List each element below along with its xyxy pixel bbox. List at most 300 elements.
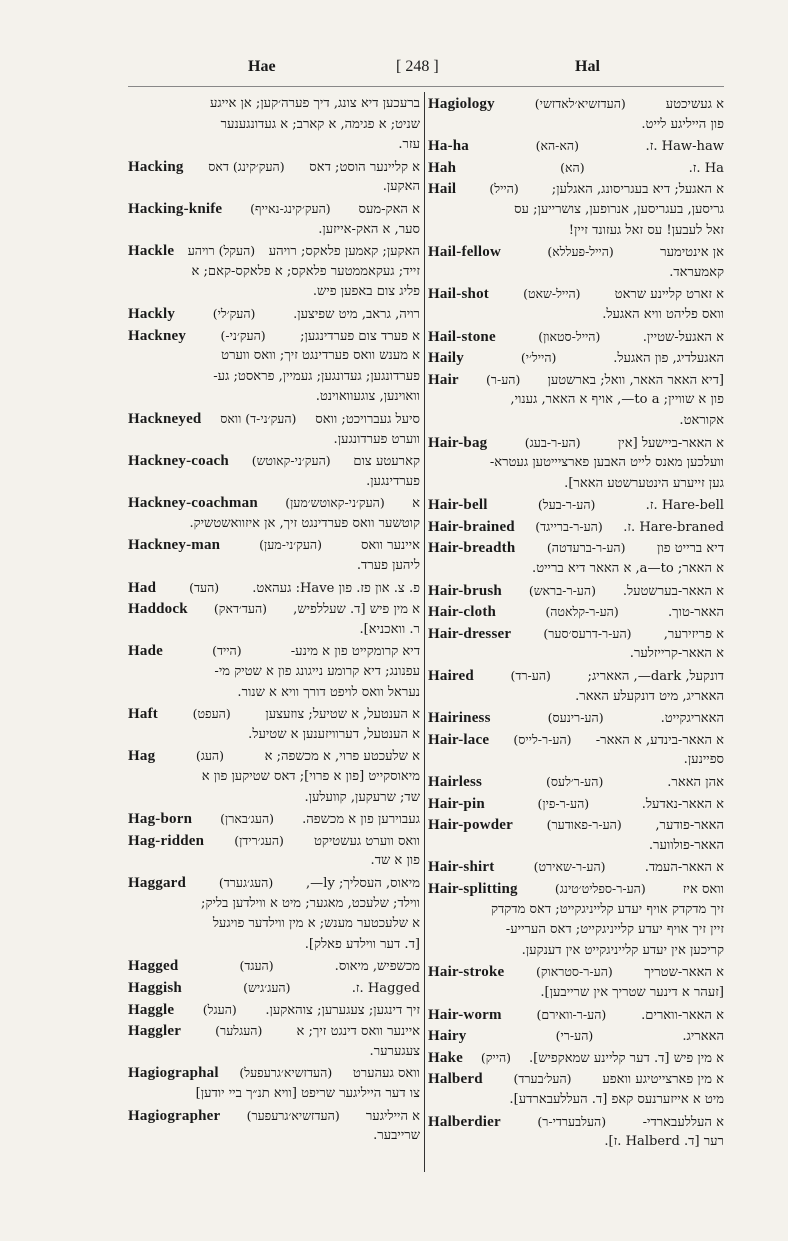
definition-line: האקען; קאמען פלאקס; רויהע: [268, 244, 420, 260]
dictionary-entry: [128, 873, 420, 955]
headword: Hagged: [128, 958, 179, 975]
dictionary-entry: [128, 304, 420, 325]
headword: Hair-cloth: [428, 604, 497, 621]
definition-line: א פערד צום פערדינגען;: [300, 328, 420, 344]
headword: Hagiographer: [128, 1107, 221, 1124]
headword: Hair-powder: [428, 817, 513, 834]
definition-line: ר. וואכניא].: [359, 621, 420, 637]
pronunciation: (העק׳קינג) דאס: [208, 158, 285, 174]
definition-line: א האאר-בינדע, א האאר-: [595, 732, 724, 748]
definition-line: א שלעכטע פרוי, א מכשפה; א: [264, 749, 420, 765]
running-head-right: Hal: [575, 58, 600, 75]
headword: Haired: [428, 668, 474, 685]
entry-first-line: [428, 879, 724, 900]
dictionary-entry: [128, 809, 420, 830]
pronunciation: (העפט): [192, 706, 231, 722]
headword: Had: [128, 579, 157, 596]
dictionary-entry: [128, 493, 420, 534]
definition-line: א האאר-העמד.: [644, 860, 724, 876]
definition-line: רויה, גראב, מיט שפיצען.: [293, 306, 420, 322]
column-divider: [424, 92, 425, 1172]
entry-first-line: [128, 94, 420, 115]
definition-line: א האאר-שטריך: [644, 965, 724, 981]
pronunciation: (הע-ר-ברעדטה): [546, 540, 626, 556]
definition-line: א הענטעל, דערוויזענען א שטיעל.: [248, 726, 420, 742]
entry-first-line: [428, 1112, 724, 1133]
entry-first-line: [428, 1048, 724, 1069]
definition-line: זיין זיך אויף יעדע קלייניגקייט; דאס הערייע-: [505, 922, 724, 938]
dictionary-entry: [428, 1026, 724, 1047]
definition-line: געבוירען פון א מכשפה.: [302, 812, 420, 828]
entry-first-line: [128, 704, 420, 725]
entry-first-line: [428, 284, 724, 305]
pronunciation: (העדזשיא׳גרעפער): [246, 1107, 340, 1123]
definition-line: גריסען, בעגריסען, אנרופען, צושרייען; עס: [514, 201, 724, 217]
definition-line: עפנונג; דיא קרומע נייגונג פון א שטיק מי-: [214, 664, 420, 680]
dictionary-entry: [128, 326, 420, 408]
pronunciation: (הייד): [212, 643, 242, 659]
dictionary-entry: [128, 157, 420, 198]
entry-first-line: [128, 1000, 420, 1021]
dictionary-entry: [428, 517, 724, 538]
entry-first-line: [428, 624, 724, 645]
pronunciation: (הע-רינעס): [547, 710, 604, 726]
dictionary-entry: [428, 433, 724, 495]
definition-line: ליהען פערד.: [356, 558, 420, 574]
dictionary-entry: [428, 1005, 724, 1026]
headword: Hairiness: [428, 710, 491, 727]
headword: Hackney-coachman: [128, 495, 258, 512]
definition-line: נעראל וואס לויפט דורך וויא א שנור.: [237, 684, 420, 700]
headword: Hag-ridden: [128, 832, 205, 849]
pronunciation: (העגלער): [215, 1023, 263, 1039]
headword: Hagiographal: [128, 1065, 219, 1082]
entry-first-line: [428, 962, 724, 983]
headword: Hair-lace: [428, 731, 490, 748]
dictionary-entry: [128, 409, 420, 450]
definition-line: אן אינטימער: [660, 245, 724, 261]
definition-line: א פריזירער,: [663, 626, 724, 642]
definition-line: מיאוס, העסליך; ly—,: [306, 875, 420, 891]
entry-first-line: [128, 956, 420, 977]
definition-line: מיאוסקייט [פון א פרוי]; דאס שטיקען פון א: [201, 769, 420, 784]
definition-line: פון הייליגע לייט.: [641, 116, 724, 132]
definition-line: זאל לעבען! עס זאל געזונד זיין!: [568, 222, 724, 238]
definition-line: איינער וואס דינגט זיך; א: [296, 1024, 420, 1040]
definition-line: שרייבער.: [373, 1128, 420, 1144]
definition-line: האאר-פולווער.: [648, 837, 724, 853]
headword: Hade: [128, 643, 163, 660]
entry-first-line: [128, 599, 420, 620]
pronunciation: (העק׳ני-קאוטש): [251, 453, 331, 469]
entry-first-line: [428, 1069, 724, 1090]
definition-line: קריכען אין יעדע קלייניגקייט אין דענקען.: [521, 942, 724, 958]
definition-line: וואס איז: [682, 881, 724, 897]
headword: Haddock: [128, 601, 188, 618]
headword: Hah: [428, 159, 457, 176]
entry-first-line: [128, 493, 420, 514]
headword: Hacking-knife: [128, 200, 223, 217]
pronunciation: (העגל): [202, 1001, 237, 1017]
headword: Hail-stone: [428, 328, 496, 345]
headword: Hackney-coach: [128, 453, 229, 470]
definition-line: דיא קרומקייט פון א מינע-: [290, 644, 420, 660]
dictionary-entry: [128, 199, 420, 240]
pronunciation: (הע-ר-וואירם): [536, 1006, 607, 1022]
right-column: [428, 94, 724, 1190]
headword: Haggle: [128, 1001, 175, 1018]
definition-line: אקוראט.: [679, 412, 724, 428]
definition-line: דונקעל, dark—, האאריג;: [587, 669, 724, 685]
dictionary-entry: [428, 879, 724, 961]
definition-line: [זעהר א דינער שטריך אין שרייבען].: [540, 984, 724, 1000]
dictionary-entry: [428, 1048, 724, 1069]
headword: Hag: [128, 748, 156, 765]
headword: Halberd: [428, 1071, 483, 1088]
dictionary-entry: [428, 158, 724, 179]
definition-line: קאמעראד.: [669, 264, 724, 280]
entry-first-line: [428, 708, 724, 729]
dictionary-entry: [428, 495, 724, 516]
dictionary-entry: [428, 666, 724, 707]
entry-first-line: [428, 242, 724, 263]
dictionary-entry: [128, 599, 420, 640]
dictionary-entry: [128, 956, 420, 977]
definition-line: א מין פיש [ד. שעללפיש,: [293, 602, 420, 618]
definition-line: א שלעכטער מענש; א מין ווילדער פויגעל: [212, 916, 420, 932]
dictionary-entry: [128, 746, 420, 808]
entry-first-line: [128, 831, 420, 852]
headword: Haggish: [128, 979, 182, 996]
dictionary-entry: [428, 730, 724, 771]
entry-first-line: [128, 157, 420, 178]
headword: Hair-worm: [428, 1006, 502, 1023]
page-header: [128, 58, 688, 84]
dictionary-entry: [428, 602, 724, 623]
entry-first-line: [128, 746, 420, 767]
dictionary-entry: [128, 1000, 420, 1021]
definition-line: פערדונגען; געדונגען; געמיין, פראסט; גע-: [213, 368, 420, 384]
definition-line: א האאר-בערשטעל.: [622, 583, 724, 599]
definition-line: א געשיכטע: [665, 97, 724, 112]
definition-line: א קליינער הוסט; דאס: [309, 159, 420, 175]
definition-line: מיט א אייזערנעס קאפ [ד. העללעבארדע].: [509, 1091, 724, 1107]
entry-first-line: [428, 1005, 724, 1026]
dictionary-entry: [428, 772, 724, 793]
headword: Hair-shirt: [428, 859, 495, 876]
pronunciation: (הייל׳י): [520, 350, 557, 366]
definition-line: קוטשער וואס פערדינגט זיך, אן איזוואשטשיק.: [189, 515, 420, 531]
entry-first-line: [128, 1106, 420, 1127]
definition-line: א האגעל-שטיין.: [642, 329, 724, 345]
entry-first-line: [428, 602, 724, 623]
dictionary-entry: [428, 794, 724, 815]
entry-first-line: [128, 578, 420, 599]
definition-line: פליג צום באפען פיש.: [312, 284, 420, 300]
pronunciation: (הע-ר-דרעס׳סער): [543, 625, 632, 641]
headword: Hair-breadth: [428, 540, 516, 557]
definition-line: איינער וואס: [360, 538, 420, 554]
headword: Hake: [428, 1049, 463, 1066]
definition-line: מכשפיש, מיאוס.: [334, 959, 420, 975]
entry-first-line: [128, 1021, 420, 1042]
entry-first-line: [128, 241, 420, 262]
pronunciation: (העג׳גיש): [243, 979, 291, 995]
entry-first-line: [428, 772, 724, 793]
headword: Hair-brained: [428, 518, 515, 535]
headword: Hair-stroke: [428, 964, 505, 981]
headword: Haggard: [128, 874, 187, 891]
headword: Hair-dresser: [428, 625, 512, 642]
definition-line: האגעלדיג, פון האגעל.: [613, 351, 724, 367]
pronunciation: (הע-ר-ספליט׳טינג): [554, 880, 646, 896]
definition-line: א הייליגער: [365, 1108, 420, 1124]
definition-line: א האגעל; דיא בעגריסונג, האגלען;: [551, 182, 724, 198]
dictionary-entry: [128, 451, 420, 492]
headword: Hag-born: [128, 811, 193, 828]
pronunciation: (העד׳דאק): [213, 601, 268, 617]
pronunciation: (העג׳גערד): [218, 874, 274, 890]
dictionary-entry: [128, 831, 420, 872]
entry-first-line: [128, 409, 420, 430]
running-head-left: Hae: [248, 58, 276, 75]
entry-first-line: [428, 136, 724, 157]
definition-line: א האאר-ביישעל [אין: [617, 435, 724, 451]
definition-line: Hagged .ז.: [351, 980, 420, 996]
definition-line: קארעטע צום: [353, 454, 420, 470]
pronunciation: (הע-ר-בעג): [524, 434, 581, 450]
dictionary-entry: [428, 94, 724, 135]
definition-line: שניט; א פגימה, א קארב; א געדונגענער: [220, 116, 420, 132]
entry-first-line: [428, 666, 724, 687]
entry-first-line: [428, 433, 724, 454]
pronunciation: (הע-ר-בעל): [537, 497, 596, 513]
headword: Hair: [428, 371, 459, 388]
dictionary-entry: [128, 1063, 420, 1104]
definition-line: א הענטעל, א שטיעל; צוזעצען: [265, 707, 420, 723]
pronunciation: (הייק): [480, 1049, 512, 1065]
definition-line: ווערט פערדונגען.: [333, 431, 420, 447]
pronunciation: (העדזשיא׳לאדזשי): [534, 96, 626, 111]
dictionary-entry: [428, 348, 724, 369]
entry-first-line: [428, 857, 724, 878]
dictionary-entry: [428, 1112, 724, 1153]
definition-line: סער, א האק-אייזען.: [318, 221, 420, 237]
definition-line: Hare-braned .ז.: [623, 519, 724, 535]
definition-line: וואוינען, צוגעוואוינט.: [315, 389, 420, 405]
dictionary-entry: [428, 708, 724, 729]
headword: Hacking: [128, 158, 184, 175]
pronunciation: (העק׳ני-ד) וואס: [220, 410, 297, 426]
definition-line: עזר.: [398, 137, 420, 153]
headword: Hairy: [428, 1028, 467, 1045]
entry-first-line: [428, 730, 724, 751]
definition-line: Ha .ז.: [688, 160, 724, 176]
definition-line: Haw-haw .ז.: [645, 139, 724, 155]
definition-line: וואס ווערט געשטיקט: [313, 833, 420, 849]
definition-line: [דיא האאר האאר, וואל; בארשטען: [547, 372, 724, 388]
dictionary-entry: [128, 1021, 420, 1062]
definition-line: האאר-פודער,: [655, 818, 724, 834]
left-column: [128, 94, 420, 1190]
dictionary-entry: [128, 978, 420, 999]
definition-line: האקען.: [382, 179, 420, 195]
pronunciation: (הע-ר-סטראוק): [535, 964, 613, 980]
dictionary-entry: [428, 815, 724, 856]
headword: Hackle: [128, 243, 175, 260]
pronunciation: (הע-רד): [510, 668, 551, 684]
headword: Hackney: [128, 327, 187, 344]
headword: Halberdier: [428, 1113, 501, 1130]
headword: Hair-brush: [428, 582, 502, 599]
entry-first-line: [428, 815, 724, 836]
definition-line: ספיינען.: [683, 752, 724, 768]
pronunciation: (העג׳רידן): [234, 832, 284, 848]
pronunciation: (הייל-פעללא): [547, 244, 614, 260]
definition-line: זיך מדקדק אויף יעדע קלייניגקייט; דאס מדקדק: [490, 901, 724, 917]
pronunciation: (הע-ר׳לעס): [546, 774, 604, 789]
pronunciation: (העקל) רויהע: [187, 243, 256, 259]
definition-line: דיא ברייט פון: [657, 541, 724, 557]
pronunciation: (העד): [189, 579, 220, 595]
entry-first-line: [428, 179, 724, 200]
dictionary-entry: [428, 327, 724, 348]
dictionary-entry: [428, 1069, 724, 1110]
entry-first-line: [128, 199, 420, 220]
dictionary-entry: [128, 578, 420, 599]
page-number: [ 248 ]: [396, 58, 439, 75]
dictionary-entry: [428, 136, 724, 157]
pronunciation: (העלבערדי-ר): [537, 1113, 607, 1129]
dictionary-entry: [428, 624, 724, 665]
entry-first-line: [428, 158, 724, 179]
entry-first-line: [428, 370, 724, 391]
pronunciation: (הע-ר-פין): [537, 795, 590, 811]
headword: Ha-ha: [428, 138, 470, 155]
pronunciation: (הע-ר-לייס): [513, 731, 572, 747]
definition-line: פון א שד.: [370, 853, 420, 869]
headword: Hail-shot: [428, 286, 489, 303]
pronunciation: (העק׳ני-קאוטש׳מען): [285, 495, 385, 511]
dictionary-entry: [128, 1106, 420, 1147]
pronunciation: (העק׳לי): [212, 305, 256, 321]
definition-line: ברעכען דיא צונג, דיך פערה׳קען; אן אייגע: [209, 96, 420, 111]
definition-line: האאריגקייט.: [660, 711, 724, 727]
headword: Hairless: [428, 774, 483, 790]
dictionary-entry: [128, 94, 420, 156]
headword: Haft: [128, 706, 158, 723]
pronunciation: (הע-ר-שאירט): [533, 859, 606, 875]
definition-line: צעגערער.: [369, 1043, 420, 1059]
definition-line: וועלכען מאנס לייט האבען פארציייטען געטרא-: [489, 455, 724, 471]
headword: Hackney-man: [128, 537, 221, 554]
pronunciation: (הא-הא): [535, 138, 579, 154]
pronunciation: (העק׳ני-): [220, 327, 266, 343]
entry-first-line: [128, 326, 420, 347]
dictionary-entry: [428, 857, 724, 878]
definition-line: פ. צ. און פז. פון Have: געהאט.: [252, 580, 420, 596]
entry-first-line: [128, 1063, 420, 1084]
dictionary-entry: [428, 370, 724, 432]
definition-line: א זארט קליינע שראט: [614, 287, 724, 303]
pronunciation: (העדזשיא׳גרעפעל): [239, 1065, 333, 1081]
headword: Hackneyed: [128, 410, 202, 427]
definition-line: ווילד; שלעכט, מאגער; מיט א ווילדען בליק;: [201, 895, 420, 911]
headword: Hair-pin: [428, 795, 485, 812]
entry-first-line: [128, 978, 420, 999]
entry-first-line: [128, 809, 420, 830]
entry-first-line: [428, 327, 724, 348]
definition-line: צו דער הייליגער שריפט [וויא תנ״ך ביי יודען]: [195, 1085, 420, 1101]
definition-line: רער [ד. Halberd .ז].: [604, 1134, 724, 1150]
entry-first-line: [428, 517, 724, 538]
entry-first-line: [128, 304, 420, 325]
dictionary-entry: [128, 241, 420, 303]
headword: Hail-fellow: [428, 244, 502, 261]
definition-line: סיעל געברויכט; וואס: [315, 411, 420, 427]
entry-first-line: [428, 348, 724, 369]
definition-line: א האאר-ווארים.: [641, 1007, 724, 1023]
dictionary-entry: [428, 962, 724, 1003]
definition-line: וואס געהערט: [352, 1066, 420, 1082]
pronunciation: (הע-ר-ברייגד): [535, 518, 603, 534]
headword: Haily: [428, 350, 465, 367]
definition-line: א מין פיש [ד. דער קליינע שמאקפיש].: [528, 1050, 724, 1066]
pronunciation: (הע-ר-פאודער): [546, 817, 622, 833]
pronunciation: (העק׳ני-מען): [259, 537, 323, 553]
definition-line: פערדינגען.: [366, 473, 420, 489]
definition-line: Hare-bell .ז.: [645, 498, 724, 514]
definition-line: א האאר-נאדעל.: [641, 796, 724, 812]
headword: Hagiology: [428, 96, 495, 112]
entry-first-line: [428, 581, 724, 602]
pronunciation: (הייל-שאט): [523, 286, 581, 302]
definition-line: א האק-מעס: [358, 201, 420, 217]
dictionary-entry: [428, 242, 724, 283]
pronunciation: (העג׳בארן): [220, 811, 275, 827]
definition-line: א מענש וואס פערדינגט זיך; וואס ווערט: [221, 348, 420, 364]
definition-line: האאריג, מיט דונקעלע האאר.: [575, 688, 724, 704]
dictionary-entry: [128, 641, 420, 703]
headword: Hail: [428, 181, 457, 198]
pronunciation: (הייל-סטאון): [538, 328, 601, 344]
entry-first-line: [128, 535, 420, 556]
pronunciation: (הע-ר-בראש): [528, 582, 596, 598]
pronunciation: (הע-ר): [485, 371, 521, 387]
definition-line: זיך דינגען; צעגערען; צוהאקען.: [265, 1002, 420, 1018]
definition-line: אהן האאר.: [667, 775, 724, 790]
entry-first-line: [428, 1026, 724, 1047]
definition-line: שד; שרעקען, קוועלען.: [304, 789, 420, 805]
definition-line: האאר-טוך.: [668, 605, 724, 621]
pronunciation: (הע-ר-קלאטה): [545, 604, 619, 620]
dictionary-entry: [428, 284, 724, 325]
entry-first-line: [428, 538, 724, 559]
entry-first-line: [428, 495, 724, 516]
dictionary-entry: [428, 179, 724, 241]
headword: Hackly: [128, 305, 176, 322]
definition-line: א: [412, 496, 420, 512]
definition-line: א האאר-קרייזלער.: [629, 646, 724, 662]
definition-line: [ד. דער ווילדע פאלק].: [304, 936, 420, 952]
headword: Hair-bell: [428, 497, 488, 514]
definition-line: זייד; געקאממטער פלאקס; א פלאקס-קאם; א: [191, 263, 420, 279]
entry-first-line: [428, 794, 724, 815]
definition-line: א האאר; a—to, א האאר דיא ברייט.: [532, 561, 724, 577]
pronunciation: (העג): [195, 748, 225, 764]
pronunciation: (העק׳קינג-נאייף): [250, 200, 331, 216]
headword: Hair-bag: [428, 434, 488, 451]
